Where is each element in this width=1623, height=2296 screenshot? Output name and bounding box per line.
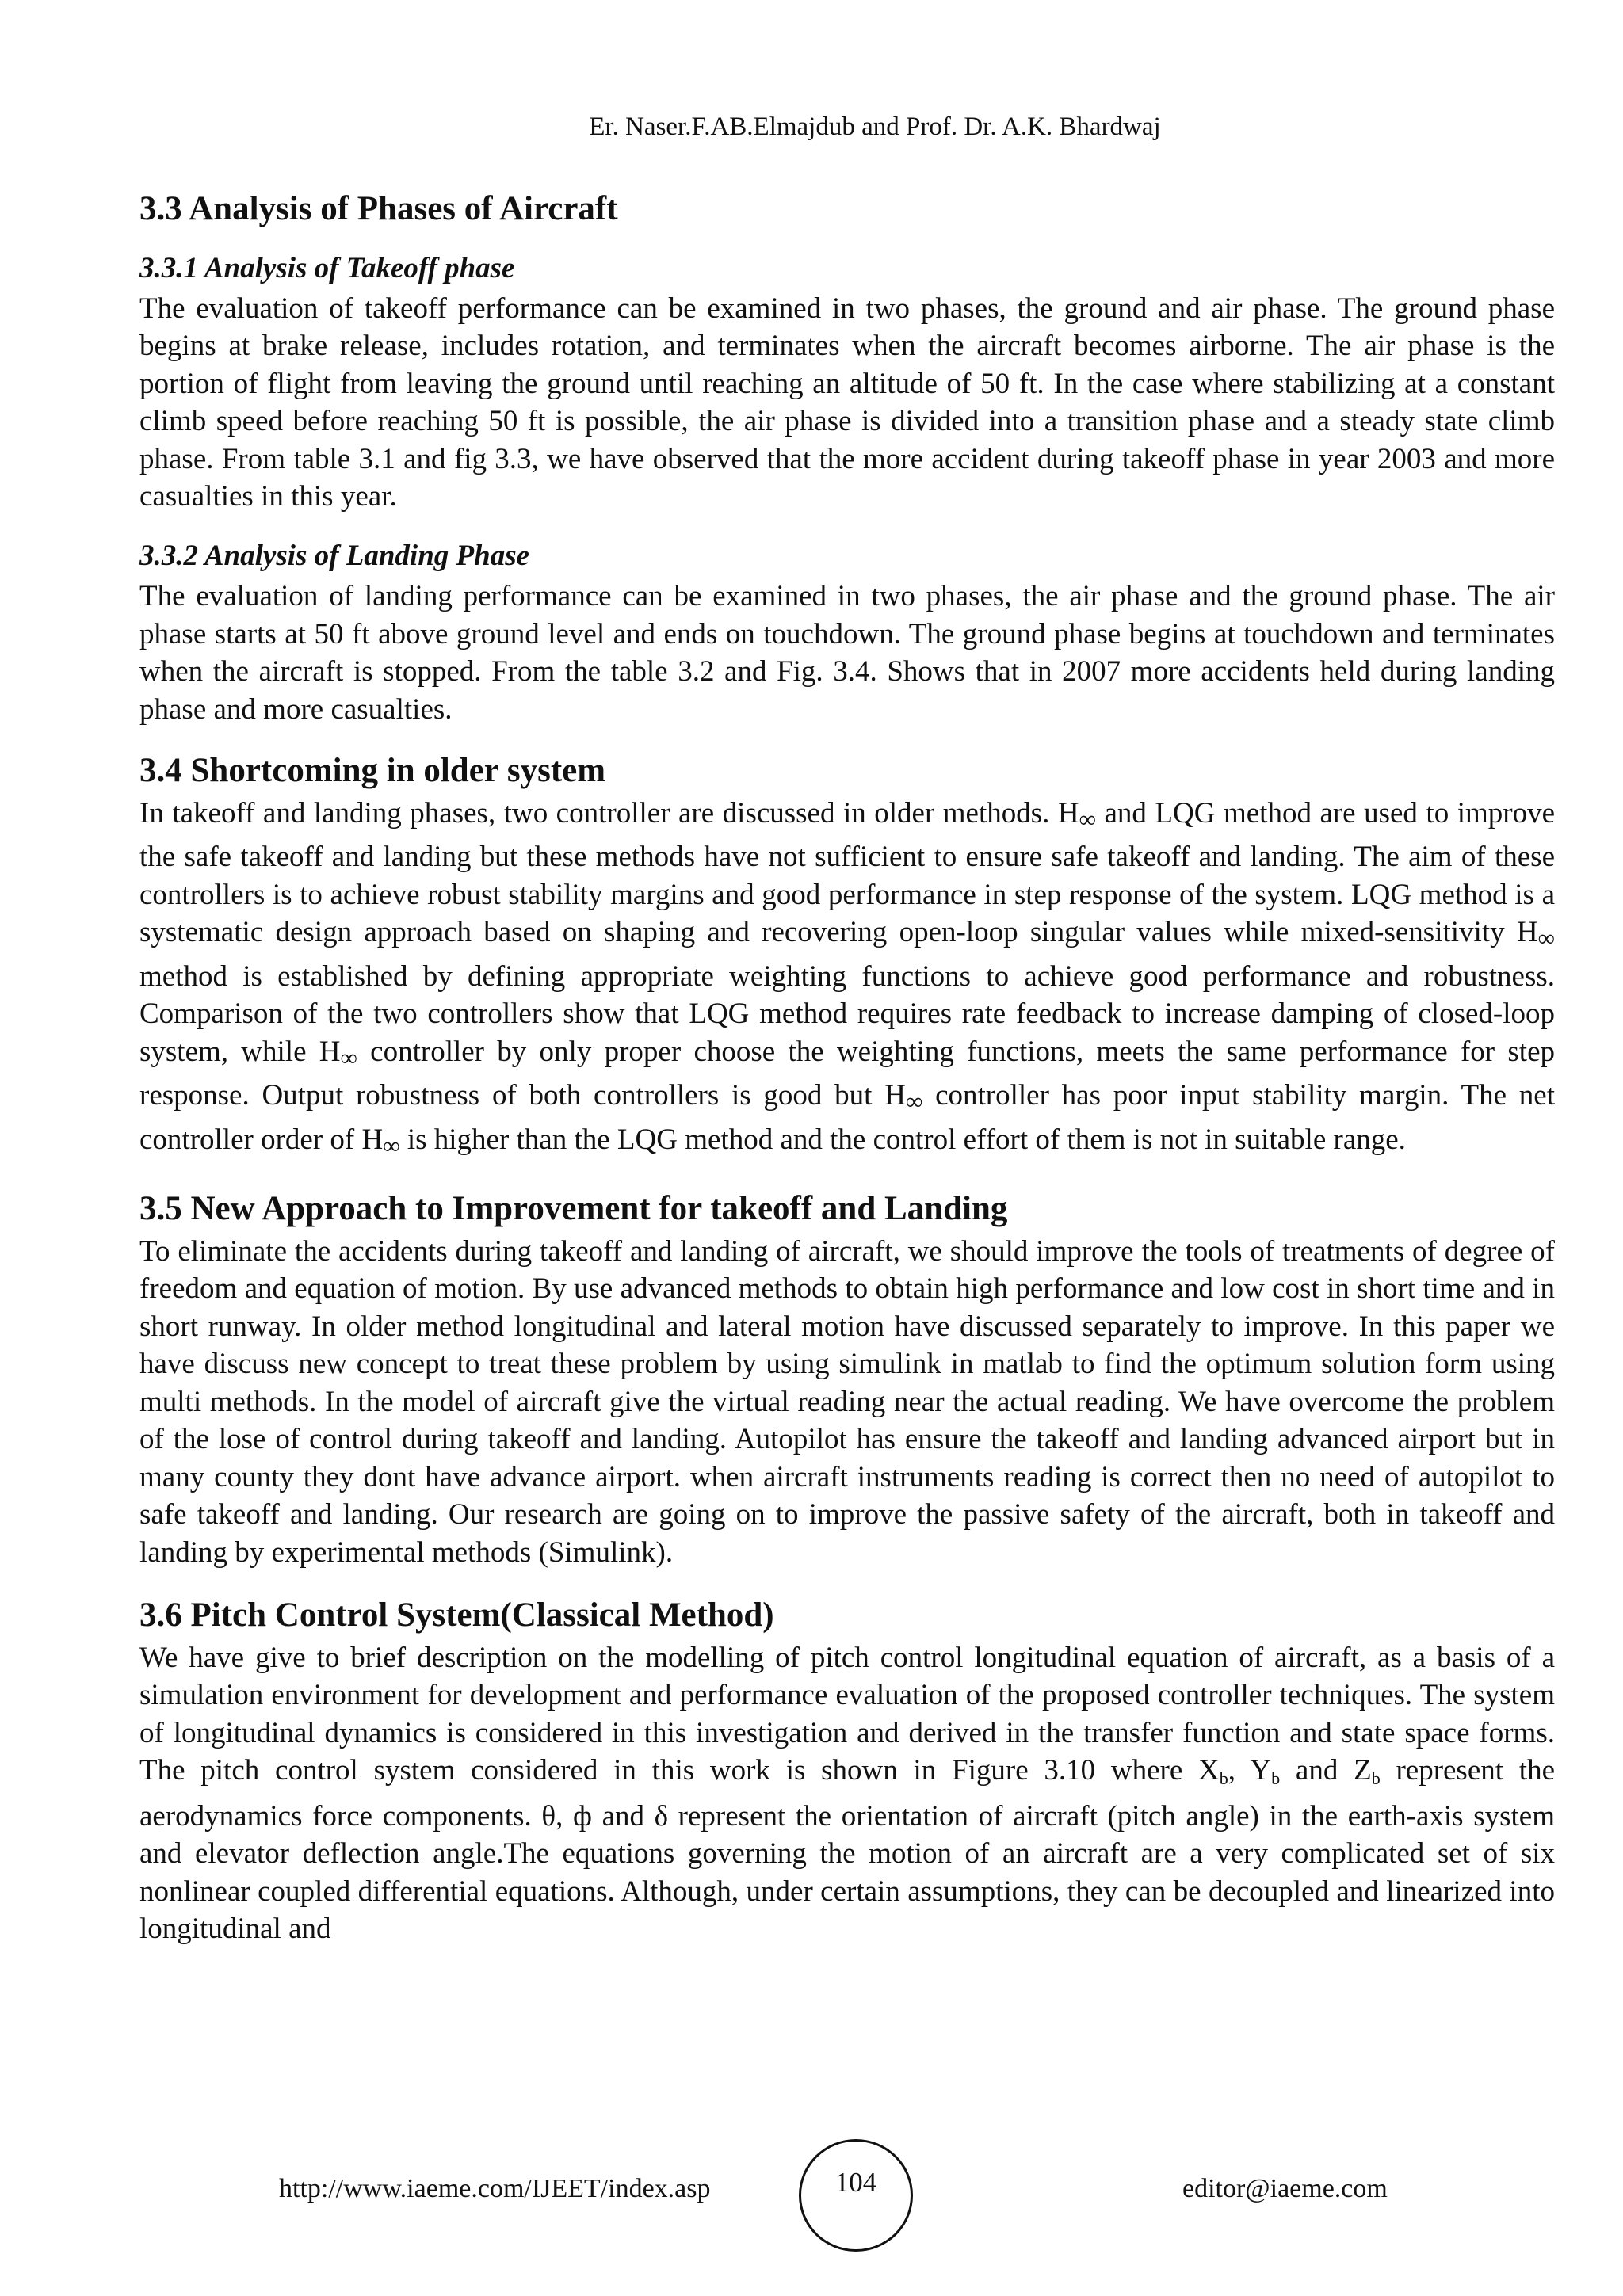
section-3-5-heading: 3.5 New Approach to Improvement for takeoff and Landing [139,1190,1008,1228]
page-number-circle [799,2139,913,2252]
page-number: 104 [834,2167,877,2198]
infinity-subscript: ∞ [1079,806,1097,833]
subsection-3-3-2-heading: 3.3.2 Analysis of Landing Phase [139,539,530,572]
infinity-subscript: ∞ [905,1089,923,1116]
subsection-3-3-2-paragraph: The evaluation of landing performance can be examined in two phases, the air phase and the ground phase. The air phase starts at 50 ft above ground level and ends on touchdown. The ground phase begins at touchdown and terminates when the aircraft is stopped. From the table 3.2 and Fig. 3.4. Shows that in 2007 more accidents held during landing phase and more casualties. [139,580,1555,726]
infinity-subscript: ∞ [383,1132,400,1159]
section-3-4-paragraph: In takeoff and landing phases, two controller are discussed in older methods. $H_\infty$ and LQG method are used to improve the safe takeoff and landing but these methods have not sufficient to ensure safe takeoff and landing. The aim of these controllers is to achieve robust stability margins and good performance in step response of the system. LQG method is a systematic design approach based on shaping and recovering open-loop singular values while mixed-sensitivity $H_\infty$ method is established by defining appropriate weighting functions to achieve good performance and robustness. Comparison of the two controllers show that LQG method requires rate feedback to increase damping of closed-loop system, while $H_\infty$ controller by only proper choose the weighting functions, meets the same performance for step response. Output robustness of both controllers is good but $H_\infty$ controller has poor input stability margin. The net controller order of $H_\infty$ is higher than the LQG method and the control effort of them is not in suitable range. [139,796,1556,1159]
section-3-3-heading: 3.3 Analysis of Phases of Aircraft [139,190,618,227]
subsection-3-3-1-heading: 3.3.1 Analysis of Takeoff phase [139,251,515,284]
section-3-6-paragraph: We have give to brief description on the modelling of pitch control longitudinal equation of aircraft, as a basis of a simulation environment for development and performance evaluation of the proposed controller techniques. The system of longitudinal dynamics is considered in this investigation and derived in the transfer function and state space forms. The pitch control system considered in this work is shown in Figure 3.10 where $X_b$, $Y_b$ and $Z_b$ represent the aerodynamics force components. θ, ф and δ represent the orientation of aircraft (pitch angle) in the earth-axis system and elevator deflection angle.The equations governing the motion of an aircraft are a very complicated set of six nonlinear coupled differential equations. Although, under certain assumptions, they can be decoupled and linearized into longitudinal and [139,1641,1555,1946]
section-3-4-heading: 3.4 Shortcoming in older system [139,752,606,790]
page-footer [0,2139,1623,2250]
infinity-subscript: ∞ [1537,925,1555,952]
footer-email-link[interactable]: editor@iaeme.com [1182,2174,1388,2203]
section-3-6-heading: 3.6 Pitch Control System(Classical Method) [139,1596,774,1634]
infinity-subscript: ∞ [340,1044,357,1071]
footer-url-link[interactable]: http://www.iaeme.com/IJEET/index.asp [279,2174,711,2203]
page-body [139,189,1555,1948]
section-3-5-paragraph: To eliminate the accidents during takeoff and landing of aircraft, we should improve the tools of treatments of degree of freedom and equation of motion. By use advanced methods to obtain high performance and low cost in short time and in short runway. In older method longitudinal and lateral motion have discussed separately to improve. In this paper we have discuss new concept to treat these problem by using simulink in matlab to find the optimum solution form using multi methods. In the model of aircraft give the virtual reading near the actual reading. We have overcome the problem of the lose of control during takeoff and landing. Autopilot has ensure the takeoff and landing advanced airport but in many county they dont have advance airport. when aircraft instruments reading is correct then no need of autopilot to safe takeoff and landing. Our research are going on to improve the passive safety of the aircraft, both in takeoff and landing by experimental methods (Simulink). [139,1234,1555,1569]
running-head-authors: Er. Naser.F.AB.Elmajdub and Prof. Dr. A.K. Bhardwaj [589,113,1161,141]
subsection-3-3-1-paragraph: The evaluation of takeoff performance can be examined in two phases, the ground and air phase. The ground phase begins at brake release, includes rotation, and terminates when the aircraft becomes airborne. The air phase is the portion of flight from leaving the ground until reaching an altitude of 50 ft. In the case where stabilizing at a constant climb speed before reaching 50 ft is possible, the air phase is divided into a transition phase and a steady state climb phase. From table 3.1 and fig 3.3, we have observed that the more accident during takeoff phase in year 2003 and more casualties in this year. [139,292,1555,513]
